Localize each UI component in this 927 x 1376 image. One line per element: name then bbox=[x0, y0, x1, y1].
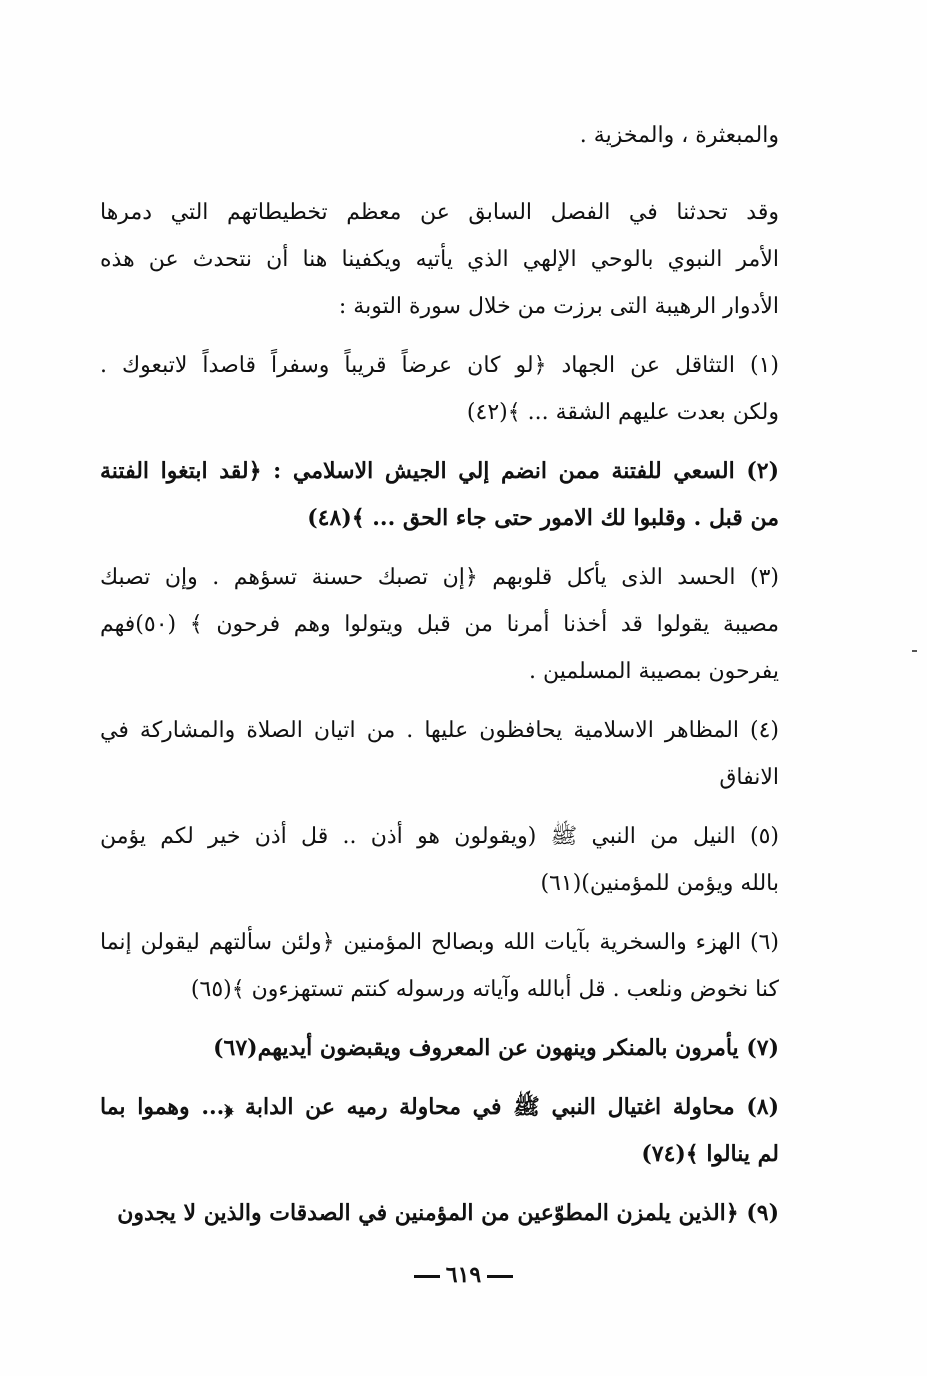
paragraph-gap bbox=[100, 1178, 779, 1190]
text-line: الأدوار الرهيبة التى برزت من خلال سورة التوبة : bbox=[338, 294, 779, 319]
text-line: (٤) المظاهر الاسلامية يحافظون عليها . من اتيان الصلاة والمشاركة في bbox=[100, 718, 779, 743]
text-line: ولكن بعدت عليهم الشقة ... ﴾(٤٢) bbox=[466, 400, 779, 425]
paragraph bbox=[100, 342, 779, 436]
text-line: من قبل . وقلبوا لك الامور حتى جاء الحق ... ﴾(٤٨) bbox=[307, 505, 779, 531]
paragraph bbox=[100, 189, 779, 330]
text-line: والمبعثرة ، والمخزية . bbox=[579, 123, 779, 148]
text-line: مصيبة يقولوا قد أخذنا أمرنا من قبل ويتولوا وهم فرحون ﴾ (٥٠)فهم bbox=[100, 612, 779, 637]
page-number-value: ٦١٩ bbox=[445, 1262, 482, 1288]
text-line: (٥) النيل من النبي ﷺ (ويقولون هو أذن .. قل أذن خير لكم يؤمن bbox=[100, 824, 779, 849]
paragraph bbox=[100, 112, 779, 159]
text-line: بالله ويؤمن للمؤمنين)(٦١) bbox=[540, 871, 779, 896]
paragraph-gap bbox=[100, 436, 779, 448]
text-line: الانفاق bbox=[719, 765, 779, 790]
paragraph-gap bbox=[100, 695, 779, 707]
paragraph bbox=[100, 554, 779, 695]
paragraph-gap bbox=[100, 907, 779, 919]
dash-decoration bbox=[414, 1275, 440, 1278]
paragraph bbox=[100, 448, 779, 542]
paragraph-gap bbox=[100, 1072, 779, 1084]
text-line: الأمر النبوي بالوحي الإلهي الذي يأتيه ويكفينا هنا أن نتحدث عن هذه bbox=[100, 247, 779, 272]
text-line: (٦) الهزء والسخرية بآيات الله وبصالح المؤمنين ﴿ولئن سألتهم ليقولن إنما bbox=[100, 930, 779, 955]
text-line: يفرحون بمصيبة المسلمين . bbox=[528, 659, 779, 684]
paragraph bbox=[100, 813, 779, 907]
page-body-text bbox=[100, 112, 779, 1237]
text-line: لم ينالوا ﴾(٧٤) bbox=[641, 1141, 779, 1167]
page-number bbox=[0, 1262, 927, 1288]
text-line: (٣) الحسد الذى يأكل قلوبهم ﴿إن تصبك حسنة تسؤهم . وإن تصبك bbox=[100, 565, 779, 590]
text-line: (١) التثاقل عن الجهاد ﴿لو كان عرضاً قريباً وسفراً قاصداً لاتبعوك . bbox=[100, 353, 779, 378]
text-line: (٢) السعي للفتنة ممن انضم إلي الجيش الاسلامي : ﴿لقد ابتغوا الفتنة bbox=[100, 458, 779, 484]
text-line: وقد تحدثنا في الفصل السابق عن معظم تخطيطاتهم التي دمرها bbox=[100, 200, 779, 225]
paragraph-gap bbox=[100, 801, 779, 813]
text-line: كنا نخوض ونلعب . قل أبالله وآياته ورسوله كنتم تستهزءون ﴾(٦٥) bbox=[190, 977, 779, 1002]
paragraph-gap bbox=[100, 1013, 779, 1025]
paragraph bbox=[100, 1084, 779, 1178]
text-line: (٨) محاولة اغتيال النبي ﷺ في محاولة رميه عن الدابة ﴿... وهموا بما bbox=[100, 1094, 779, 1120]
paragraph-gap bbox=[100, 159, 779, 189]
paragraph bbox=[100, 1190, 779, 1237]
scan-speck bbox=[912, 650, 917, 652]
paragraph-gap bbox=[100, 542, 779, 554]
text-line: (٩) ﴿الذين يلمزن المطوّعين من المؤمنين في الصدقات والذين لا يجدون bbox=[117, 1200, 779, 1226]
paragraph bbox=[100, 707, 779, 801]
text-line: (٧) يأمرون بالمنكر وينهون عن المعروف ويقبضون أيديهم(٦٧) bbox=[213, 1035, 779, 1061]
paragraph bbox=[100, 919, 779, 1013]
paragraph bbox=[100, 1025, 779, 1072]
dash-decoration bbox=[487, 1275, 513, 1278]
paragraph-gap bbox=[100, 330, 779, 342]
